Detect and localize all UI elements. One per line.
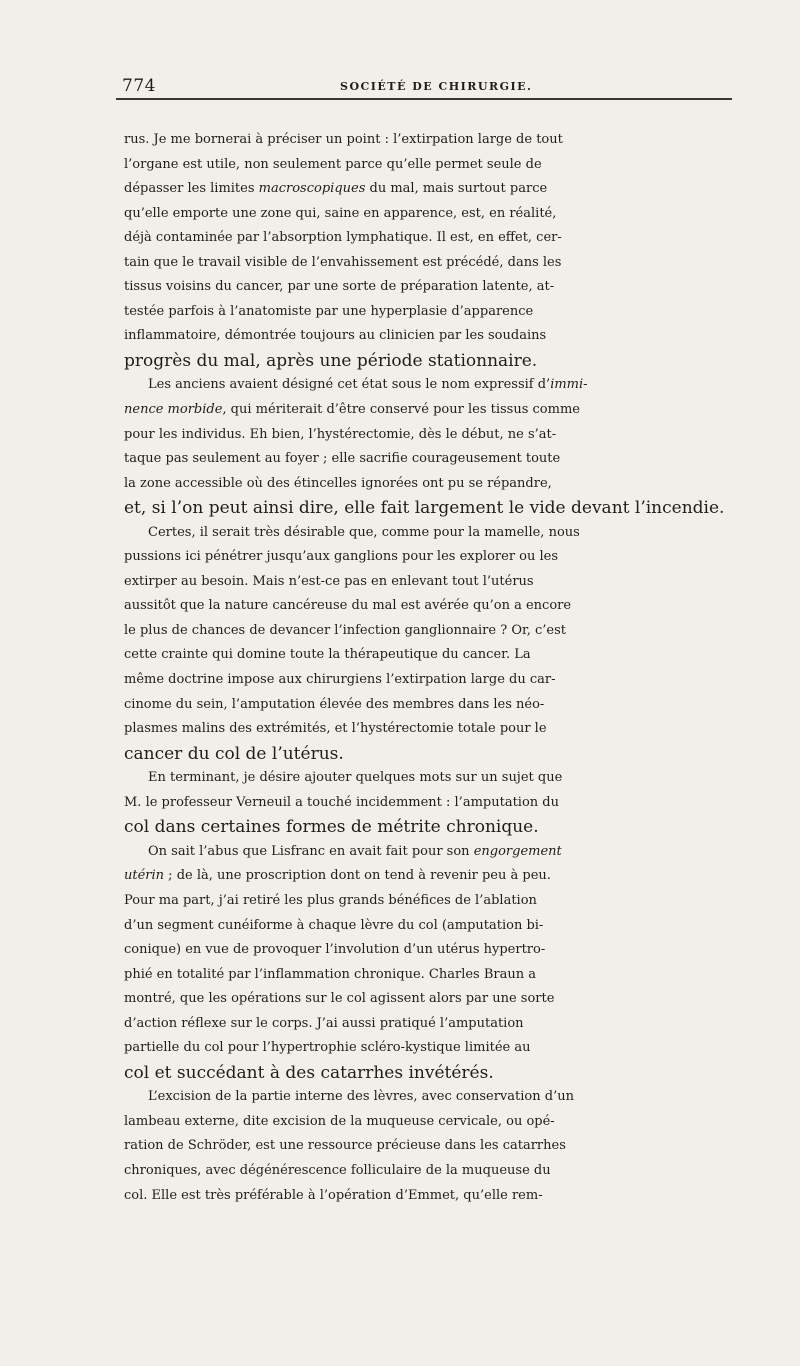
text-line: plasmes malins des extrémités, et l’hystérectomie totale pour le xyxy=(124,721,547,737)
text-line: L’excision de la partie interne des lèvres, avec conservation d’un xyxy=(148,1089,574,1105)
text-line: tain que le travail visible de l’envahissement est précédé, dans les xyxy=(124,254,562,270)
text-line: pussions ici pénétrer jusqu’aux ganglions pour les explorer ou les xyxy=(124,549,559,565)
text-line: même doctrine impose aux chirurgiens l’extirpation large du car- xyxy=(124,672,556,688)
text-line: conique) en vue de provoquer l’involution d’un utérus hypertro- xyxy=(124,942,546,958)
running-title: SOCIÉTÉ DE CHIRURGIE. xyxy=(340,80,533,93)
text-line: col. Elle est très préférable à l’opération d’Emmet, qu’elle rem- xyxy=(124,1187,543,1203)
text-line: progrès du mal, après une période stationnaire. xyxy=(124,350,538,371)
text-line: nence morbide, qui mériterait d’être conservé pour les tissus comme xyxy=(124,402,580,418)
text-line: cette crainte qui domine toute la thérapeutique du cancer. La xyxy=(124,647,531,663)
text-line: inflammatoire, démontrée toujours au clinicien par les soudains xyxy=(124,328,547,344)
text-line: d’un segment cunéiforme à chaque lèvre du col (amputation bi- xyxy=(124,917,544,933)
text-line: cinome du sein, l’amputation élevée des membres dans les néo- xyxy=(124,696,545,712)
text-line: partielle du col pour l’hypertrophie scléro-kystique limitée au xyxy=(124,1040,531,1056)
text-line: tissus voisins du cancer, par une sorte de préparation latente, at- xyxy=(124,279,555,295)
text-line: taque pas seulement au foyer ; elle sacrifie courageusement toute xyxy=(124,451,561,467)
text-line: montré, que les opérations sur le col agissent alors par une sorte xyxy=(124,991,555,1007)
text-line: col et succédant à des catarrhes invétérés. xyxy=(124,1062,494,1083)
text-line: col dans certaines formes de métrite chronique. xyxy=(124,817,539,838)
text-line: En terminant, je désire ajouter quelques mots sur un sujet que xyxy=(148,770,563,786)
text-line: phié en totalité par l’inflammation chronique. Charles Braun a xyxy=(124,966,537,982)
text-line: d’action réflexe sur le corps. J’ai aussi pratiqué l’amputation xyxy=(124,1015,524,1031)
text-line: chroniques, avec dégénérescence folliculaire de la muqueuse du xyxy=(124,1162,551,1178)
text-line: extirper au besoin. Mais n’est-ce pas en enlevant tout l’utérus xyxy=(124,573,534,589)
text-line: cancer du col de l’utérus. xyxy=(124,743,344,764)
text-line: lambeau externe, dite excision de la muqueuse cervicale, ou opé- xyxy=(124,1113,555,1129)
text-line: rus. Je me bornerai à préciser un point : l’extirpation large de tout xyxy=(124,132,563,147)
header-rule xyxy=(116,98,732,100)
text-line: dépasser les limites macroscopiques du mal, mais surtout parce xyxy=(124,181,548,197)
text-line: Les anciens avaient désigné cet état sous le nom expressif d’immi- xyxy=(148,377,588,393)
text-line: la zone accessible où des étincelles ignorées ont pu se répandre, xyxy=(124,475,552,491)
text-line: déjà contaminée par l’absorption lymphatique. Il est, en effet, cer- xyxy=(124,230,562,246)
text-line: pour les individus. Eh bien, l’hystérectomie, dès le début, ne s’at- xyxy=(124,426,557,442)
text-line: aussitôt que la nature cancéreuse du mal est avérée qu’on a encore xyxy=(124,598,572,614)
text-line: utérin ; de là, une proscription dont on tend à revenir peu à peu. xyxy=(124,868,551,884)
text-line: qu’elle emporte une zone qui, saine en apparence, est, en réalité, xyxy=(124,205,557,221)
text-line: M. le professeur Verneuil a touché incidemment : l’amputation du xyxy=(124,794,559,810)
page-header xyxy=(122,72,732,98)
body-text xyxy=(124,128,734,1208)
text-line: le plus de chances de devancer l’infection ganglionnaire ? Or, c’est xyxy=(124,622,567,638)
text-line: testée parfois à l’anatomiste par une hyperplasie d’apparence xyxy=(124,303,534,319)
text-line: Certes, il serait très désirable que, comme pour la mamelle, nous xyxy=(148,524,580,540)
text-line: ration de Schröder, est une ressource précieuse dans les catarrhes xyxy=(124,1138,566,1154)
text-line: On sait l’abus que Lisfranc en avait fait pour son engorgement xyxy=(148,843,562,859)
page-number: 774 xyxy=(122,76,156,96)
text-line: et, si l’on peut ainsi dire, elle fait largement le vide devant l’incendie. xyxy=(124,498,725,519)
text-line: Pour ma part, j’ai retiré les plus grands bénéfices de l’ablation xyxy=(124,892,537,908)
text-line: l’organe est utile, non seulement parce qu’elle permet seule de xyxy=(124,156,542,172)
